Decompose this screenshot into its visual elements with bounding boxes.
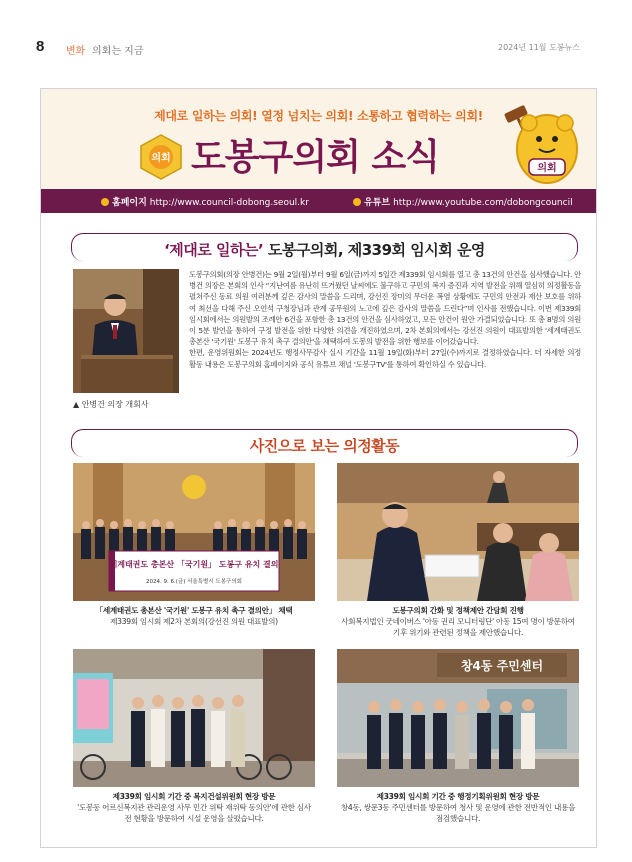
gallery-caption-3 xyxy=(73,791,315,824)
section-title: 의회는 지금 xyxy=(92,46,144,57)
homepage-label: 홈페이지 xyxy=(112,198,147,208)
slogan: 제대로 일하는 의회! 열정 넘치는 의회! 소통하고 협력하는 의회! xyxy=(154,109,483,123)
homepage-url[interactable]: http://www.council-dobong.seoul.kr xyxy=(149,198,309,208)
content-frame xyxy=(40,88,597,848)
gallery-heading-box xyxy=(71,429,578,457)
gallery-title-1: 「세계태권도 총본산 '국기원' 도봉구 유치 촉구 결의안」 채택 xyxy=(95,606,293,615)
mascot-text: 의회 xyxy=(537,163,557,174)
article-paragraph-2: 한편, 운영위원회는 2024년도 행정사무감사 실시 기간을 11월 19일(화)부터 27일(수)까지로 결정하였습니다. 더 자세한 의정 활동 내용은 도봉구의회 홈페이지와 공식 유튜브 채널 '도봉구TV'를 통하여 확인하실 수 있습니다. xyxy=(189,348,581,369)
headline-highlight: ‘제대로 일하는’ xyxy=(164,241,264,259)
resolution-banner-sub: 2024. 9. 6.(금) 서울특별시 도봉구의회 xyxy=(146,579,242,585)
gallery-caption-2 xyxy=(337,605,579,638)
section-label: 변화 xyxy=(66,46,86,57)
article-paragraph-1: 도봉구의회(의장 안병건)는 9월 2일(월)부터 9월 6일(금)까지 5일간 제339회 임시회를 열고 총 13건의 안건을 심사했습니다. 안병건 의장은 본회의 인사 “지난여름 유난히 뜨거웠던 날씨에도 불구하고 구민의 복지 증진과 지역 발전을 위해 열심히 의정활동을 펼쳐주신 동료 의원 여러분께 깊은 감사의 말씀을 드리며, 강선진 장미의 무더운 폭염 상황에도 구민의 안전과 재산 보호를 위하여 최선을 다해 주신 오언석 구청장님과 관계 공무원의 노고에 깊은 감사의 말씀을 드린다”며 인사를 전했습니다. 이번 제339회 임시회에서는 의원발의 조례안 6건을 포함한 총 13건의 안건을 심사하였고, 모든 안건이 원안 가결되었습니다. 또 총 8명의 의원이 5분 발언을 통하여 구정 발전을 위한 다양한 의견을 개진하였으며, 2차 본회의에서는 강선진 의원이 대표발의한 '세계태권도 총본산 '국기원' 도봉구 유치 촉구 결의안'을 채택하여 도봉의 발전을 위한 행보를 이어갔습니다. xyxy=(189,270,581,347)
link-bar xyxy=(41,189,596,213)
resolution-banner-text: 세계태권도 총본산 「국기원」 도봉구 유치 결의 xyxy=(109,560,279,569)
headline-rest: 도봉구의회, 제339회 임시회 운영 xyxy=(263,241,485,259)
gallery-caption-4 xyxy=(337,791,579,824)
gallery-desc-3: '도봉동 어르신복지관 관리운영 사무 민간 위탁 재위탁 동의안'에 관한 심사 전 현황을 방문하여 시설 운영을 살폈습니다. xyxy=(77,803,311,823)
youtube-label: 유튜브 xyxy=(364,198,391,208)
banner xyxy=(41,89,596,189)
gallery-caption-1 xyxy=(73,605,315,627)
gallery-title-4: 제339회 임시회 기간 중 행정기획위원회 현장 방문 xyxy=(376,792,540,801)
gallery-title-2: 도봉구의회 간화 및 정책제안 간담회 진행 xyxy=(392,606,524,615)
gallery-title-3: 제339회 임시회 기간 중 복지건설위원회 현장 방문 xyxy=(112,792,276,801)
article-heading-box xyxy=(71,233,578,261)
banner-title: 도봉구의회 소식 xyxy=(191,137,439,178)
seal-text: 의회 xyxy=(151,153,171,164)
gallery-desc-2: 사회복지법인 굿네이버스 '아동 권리 모니터링단' 아동 15여 명이 방문하여 기후 위기와 관련된 정책을 제안했습니다. xyxy=(341,617,575,637)
council-seal-icon xyxy=(137,133,185,181)
youtube-icon xyxy=(353,198,361,206)
page-header xyxy=(0,0,632,60)
center-sign-text: 창4동 주민센터 xyxy=(460,659,544,673)
photo-caption: ▲ 안병건 의장 개회사 xyxy=(73,400,149,409)
gallery-photo-4 xyxy=(337,649,579,787)
gallery-desc-1: 제339회 임시회 제2차 본회의(강선진 의원 대표발의) xyxy=(110,617,278,626)
youtube-link[interactable] xyxy=(353,195,573,208)
gallery-photo-2 xyxy=(337,463,579,601)
issue-label: 2024년 11월 도봉뉴스 xyxy=(498,43,580,52)
chairman-photo xyxy=(73,269,179,393)
homepage-link[interactable] xyxy=(101,195,309,208)
mascot-icon xyxy=(489,103,585,189)
page-number: 8 xyxy=(36,38,45,55)
homepage-icon xyxy=(101,198,109,206)
gallery-desc-4: 창4동, 쌍문3동 주민센터를 방문하여 청사 및 운영에 관한 전반적인 내용을 점검했습니다. xyxy=(340,803,576,823)
gallery-photo-1 xyxy=(73,463,315,601)
gallery-heading: 사진으로 보는 의정활동 xyxy=(249,437,400,455)
youtube-url[interactable]: http://www.youtube.com/dobongcouncil xyxy=(393,198,573,208)
article-body xyxy=(189,269,581,370)
article-headline xyxy=(72,239,577,260)
gallery-photo-3 xyxy=(73,649,315,787)
